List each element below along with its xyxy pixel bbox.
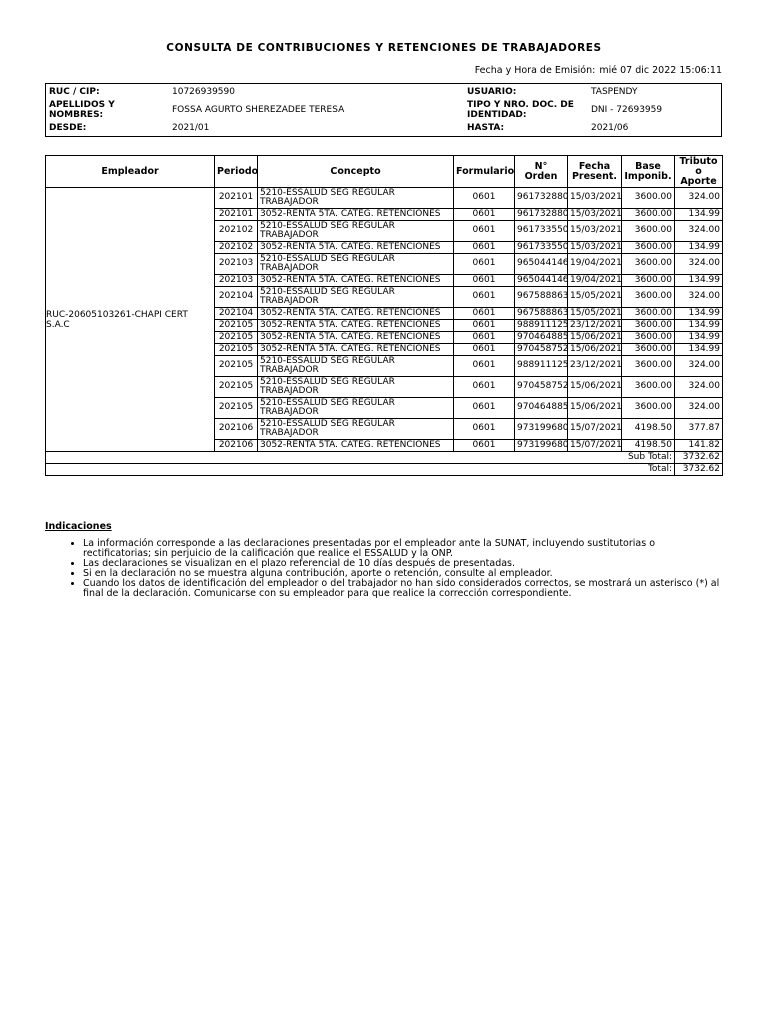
concepto-cell: 3052-RENTA 5TA. CATEG. RETENCIONES	[258, 209, 454, 221]
contributions-table	[45, 155, 723, 476]
tipo-doc-label: TIPO Y NRO. DOC. DE IDENTIDAD:	[467, 100, 574, 120]
list-item: • La información corresponde a las declaraciones presentadas por el empleador ante la SUNAT, incluyendo sustitutorias o rectificatorias; sin perjuicio de la calificación que realice el ESSALUD y la ONP.	[83, 539, 723, 559]
periodo-cell: 202105	[215, 320, 258, 332]
base-cell: 3600.00	[622, 356, 675, 377]
orden-cell: 970464885	[515, 332, 568, 344]
indicaciones-title: Indicaciones	[45, 521, 112, 532]
periodo-cell: 202105	[215, 356, 258, 377]
tributo-cell: 324.00	[675, 377, 723, 398]
fecha-cell: 15/05/2021	[568, 308, 622, 320]
subtotal-label: Sub Total:	[46, 452, 675, 464]
formulario-cell: 0601	[454, 188, 515, 209]
formulario-cell: 0601	[454, 287, 515, 308]
formulario-cell: 0601	[454, 332, 515, 344]
formulario-cell: 0601	[454, 419, 515, 440]
periodo-cell: 202103	[215, 254, 258, 275]
periodo-cell: 202105	[215, 344, 258, 356]
tributo-cell: 324.00	[675, 398, 723, 419]
indicaciones-list	[45, 539, 723, 599]
list-item: • Las declaraciones se visualizan en el plazo referencial de 10 días después de presentadas.	[83, 559, 723, 569]
table-row	[46, 188, 723, 209]
ruc-label: RUC / CIP:	[49, 87, 100, 97]
emission-datetime	[471, 65, 722, 76]
col-header-base: Base Imponib.	[622, 156, 675, 188]
base-cell: 3600.00	[622, 377, 675, 398]
base-cell: 4198.50	[622, 419, 675, 440]
tributo-cell: 134.99	[675, 320, 723, 332]
fecha-cell: 19/04/2021	[568, 254, 622, 275]
orden-cell: 965044146	[515, 254, 568, 275]
tributo-cell: 377.87	[675, 419, 723, 440]
orden-cell: 973199680	[515, 419, 568, 440]
fecha-cell: 15/07/2021	[568, 419, 622, 440]
base-cell: 3600.00	[622, 320, 675, 332]
concepto-cell: 3052-RENTA 5TA. CATEG. RETENCIONES	[258, 308, 454, 320]
orden-cell: 988911125	[515, 320, 568, 332]
tributo-cell: 134.99	[675, 242, 723, 254]
col-header-formulario: Formulario	[454, 156, 515, 188]
concepto-cell: 3052-RENTA 5TA. CATEG. RETENCIONES	[258, 344, 454, 356]
usuario-value: TASPENDY	[591, 87, 638, 97]
base-cell: 3600.00	[622, 287, 675, 308]
concepto-cell: 3052-RENTA 5TA. CATEG. RETENCIONES	[258, 440, 454, 452]
tributo-cell: 324.00	[675, 221, 723, 242]
periodo-cell: 202103	[215, 275, 258, 287]
formulario-cell: 0601	[454, 344, 515, 356]
apellidos-value: FOSSA AGURTO SHEREZADEE TERESA	[172, 105, 345, 115]
tributo-cell: 141.82	[675, 440, 723, 452]
concepto-cell: 3052-RENTA 5TA. CATEG. RETENCIONES	[258, 320, 454, 332]
desde-label: DESDE:	[49, 123, 87, 133]
formulario-cell: 0601	[454, 320, 515, 332]
indicaciones-section	[45, 521, 723, 599]
hasta-value: 2021/06	[591, 123, 629, 133]
formulario-cell: 0601	[454, 308, 515, 320]
worker-info-box	[45, 83, 722, 137]
periodo-cell: 202105	[215, 377, 258, 398]
base-cell: 3600.00	[622, 221, 675, 242]
fecha-cell: 15/03/2021	[568, 188, 622, 209]
total-row	[46, 464, 723, 476]
tributo-cell: 324.00	[675, 287, 723, 308]
orden-cell: 967588863	[515, 287, 568, 308]
table-header-row	[46, 156, 723, 188]
col-header-fecha: Fecha Present.	[568, 156, 622, 188]
base-cell: 3600.00	[622, 209, 675, 221]
orden-cell: 961733550	[515, 242, 568, 254]
base-cell: 3600.00	[622, 254, 675, 275]
periodo-cell: 202101	[215, 188, 258, 209]
formulario-cell: 0601	[454, 242, 515, 254]
concepto-cell: 5210-ESSALUD SEG REGULAR TRABAJADOR	[258, 221, 454, 242]
concepto-cell: 5210-ESSALUD SEG REGULAR TRABAJADOR	[258, 398, 454, 419]
periodo-cell: 202102	[215, 221, 258, 242]
orden-cell: 973199680	[515, 440, 568, 452]
hasta-label: HASTA:	[467, 123, 505, 133]
periodo-cell: 202106	[215, 440, 258, 452]
emission-label: Fecha y Hora de Emisión:	[474, 65, 596, 76]
col-header-periodo: Periodo	[215, 156, 258, 188]
base-cell: 3600.00	[622, 344, 675, 356]
periodo-cell: 202105	[215, 332, 258, 344]
orden-cell: 961732880	[515, 188, 568, 209]
concepto-cell: 3052-RENTA 5TA. CATEG. RETENCIONES	[258, 332, 454, 344]
formulario-cell: 0601	[454, 221, 515, 242]
base-cell: 3600.00	[622, 398, 675, 419]
periodo-cell: 202102	[215, 242, 258, 254]
formulario-cell: 0601	[454, 356, 515, 377]
base-cell: 3600.00	[622, 332, 675, 344]
orden-cell: 970464885	[515, 398, 568, 419]
total-value: 3732.62	[675, 464, 723, 476]
fecha-cell: 19/04/2021	[568, 275, 622, 287]
fecha-cell: 15/06/2021	[568, 377, 622, 398]
concepto-cell: 5210-ESSALUD SEG REGULAR TRABAJADOR	[258, 287, 454, 308]
usuario-label: USUARIO:	[467, 87, 517, 97]
tributo-cell: 324.00	[675, 254, 723, 275]
col-header-orden: N° Orden	[515, 156, 568, 188]
fecha-cell: 23/12/2021	[568, 356, 622, 377]
fecha-cell: 15/03/2021	[568, 209, 622, 221]
total-label: Total:	[46, 464, 675, 476]
formulario-cell: 0601	[454, 254, 515, 275]
ruc-value: 10726939590	[172, 87, 235, 97]
desde-value: 2021/01	[172, 123, 210, 133]
fecha-cell: 15/06/2021	[568, 332, 622, 344]
concepto-cell: 3052-RENTA 5TA. CATEG. RETENCIONES	[258, 242, 454, 254]
list-item: • Si en la declaración no se muestra alguna contribución, aporte o retención, consulte al empleador.	[83, 569, 723, 579]
col-header-empleador: Empleador	[46, 156, 215, 188]
col-header-tributo: Tributo o Aporte	[675, 156, 723, 188]
subtotal-value: 3732.62	[675, 452, 723, 464]
formulario-cell: 0601	[454, 275, 515, 287]
periodo-cell: 202101	[215, 209, 258, 221]
formulario-cell: 0601	[454, 377, 515, 398]
page-title: CONSULTA DE CONTRIBUCIONES Y RETENCIONES DE TRABAJADORES	[166, 42, 602, 54]
concepto-cell: 5210-ESSALUD SEG REGULAR TRABAJADOR	[258, 188, 454, 209]
periodo-cell: 202104	[215, 287, 258, 308]
concepto-cell: 5210-ESSALUD SEG REGULAR TRABAJADOR	[258, 419, 454, 440]
periodo-cell: 202104	[215, 308, 258, 320]
fecha-cell: 15/07/2021	[568, 440, 622, 452]
emission-value: mié 07 dic 2022 15:06:11	[599, 65, 722, 76]
col-header-concepto: Concepto	[258, 156, 454, 188]
periodo-cell: 202106	[215, 419, 258, 440]
tributo-cell: 134.99	[675, 332, 723, 344]
tributo-cell: 134.99	[675, 275, 723, 287]
tributo-cell: 324.00	[675, 188, 723, 209]
formulario-cell: 0601	[454, 209, 515, 221]
fecha-cell: 15/03/2021	[568, 221, 622, 242]
fecha-cell: 23/12/2021	[568, 320, 622, 332]
concepto-cell: 3052-RENTA 5TA. CATEG. RETENCIONES	[258, 275, 454, 287]
tributo-cell: 134.99	[675, 344, 723, 356]
tributo-cell: 134.99	[675, 308, 723, 320]
tributo-cell: 324.00	[675, 356, 723, 377]
orden-cell: 961732880	[515, 209, 568, 221]
orden-cell: 970458752	[515, 377, 568, 398]
fecha-cell: 15/06/2021	[568, 344, 622, 356]
concepto-cell: 5210-ESSALUD SEG REGULAR TRABAJADOR	[258, 254, 454, 275]
fecha-cell: 15/06/2021	[568, 398, 622, 419]
base-cell: 3600.00	[622, 308, 675, 320]
concepto-cell: 5210-ESSALUD SEG REGULAR TRABAJADOR	[258, 356, 454, 377]
base-cell: 3600.00	[622, 275, 675, 287]
base-cell: 4198.50	[622, 440, 675, 452]
base-cell: 3600.00	[622, 188, 675, 209]
fecha-cell: 15/03/2021	[568, 242, 622, 254]
orden-cell: 970458752	[515, 344, 568, 356]
list-item: • Cuando los datos de identificación del empleador o del trabajador no han sido considerados correctos, se mostrará un asterisco (*) al final de la declaración. Comunicarse con su empleador para que realice la corrección correspondiente.	[83, 579, 723, 599]
formulario-cell: 0601	[454, 440, 515, 452]
orden-cell: 967588863	[515, 308, 568, 320]
apellidos-label: APELLIDOS Y NOMBRES:	[49, 100, 115, 120]
formulario-cell: 0601	[454, 398, 515, 419]
orden-cell: 965044146	[515, 275, 568, 287]
tributo-cell: 134.99	[675, 209, 723, 221]
orden-cell: 988911125	[515, 356, 568, 377]
base-cell: 3600.00	[622, 242, 675, 254]
empleador-cell: RUC-20605103261-CHAPI CERT S.A.C	[46, 188, 215, 452]
periodo-cell: 202105	[215, 398, 258, 419]
orden-cell: 961733550	[515, 221, 568, 242]
tipo-doc-value: DNI - 72693959	[591, 105, 663, 115]
subtotal-row	[46, 452, 723, 464]
fecha-cell: 15/05/2021	[568, 287, 622, 308]
concepto-cell: 5210-ESSALUD SEG REGULAR TRABAJADOR	[258, 377, 454, 398]
